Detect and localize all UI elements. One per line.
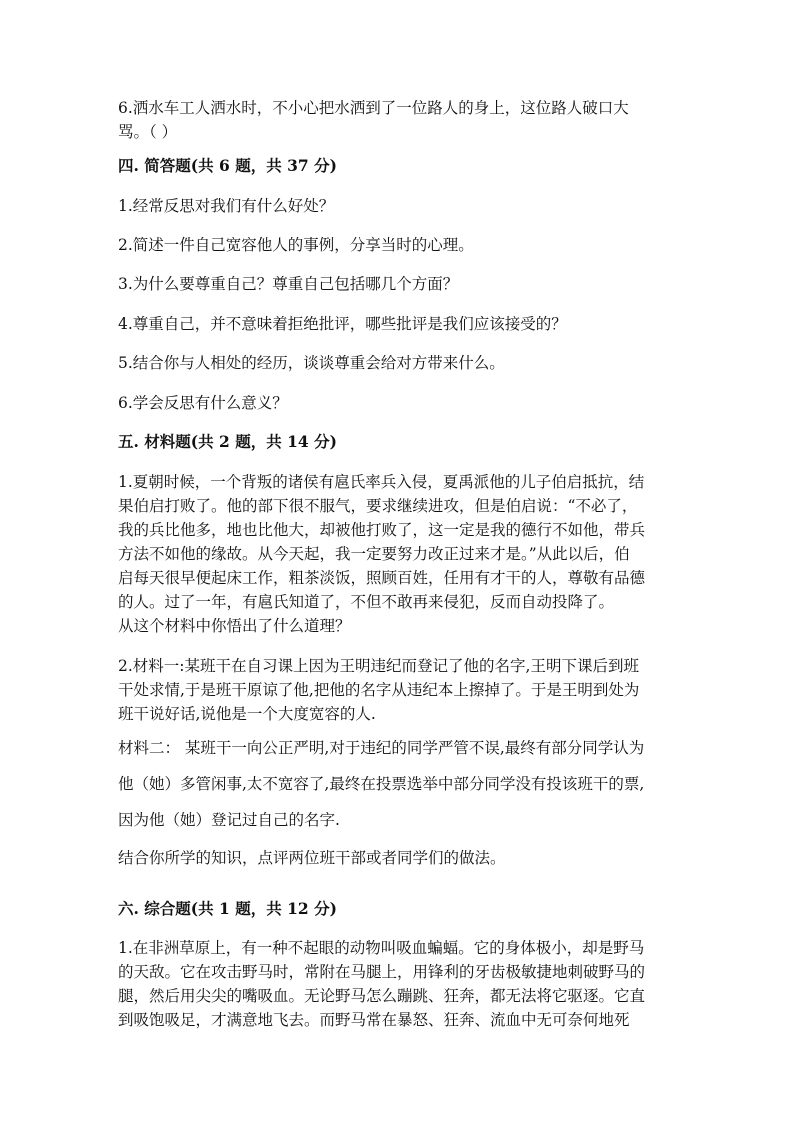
text-line: 腿，然后用尖尖的嘴吸血。无论野马怎么蹦跳、狂奔，都无法将它驱逐。它直 (118, 987, 646, 1005)
section-5-title: 五. 材料题(共 2 题，共 14 分) (118, 432, 337, 451)
short-answer-6: 6.学会反思有什么意义？ (118, 394, 288, 412)
material-question-2-material-2 (118, 730, 678, 838)
short-answer-3: 3.为什么要尊重自己？尊重自己包括哪几个方面？ (118, 275, 459, 293)
material-question-2 (118, 654, 678, 726)
text-line: 2.材料一:某班干在自习课上因为王明违纪而登记了他的名字,王明下课后到班 (118, 657, 639, 675)
text-line: 干处求情,于是班干原谅了他,把他的名字从违纪本上擦掉了。于是王明到处为 (118, 681, 640, 699)
text-line: 骂。（ ） (118, 123, 178, 141)
text-line: 方法不如他的缘故。从今天起，我一定要努力改正过来才是。”从此以后，伯 (118, 545, 630, 563)
text-line: 我的兵比他多，地也比他大，却被他打败了，这一定是我的德行不如他，带兵 (118, 521, 646, 539)
tf-question-6 (118, 96, 678, 144)
text-line: 他（她）多管闲事,太不宽容了,最终在投票选举中部分同学没有投该班干的票, (118, 775, 645, 793)
text-line: 的天敌。它在攻击野马时，常附在马腿上，用锋利的牙齿极敏捷地刺破野马的 (118, 963, 646, 981)
section-4-title: 四. 简答题(共 6 题，共 37 分) (118, 156, 337, 175)
text-line: 1.在非洲草原上，有一种不起眼的动物叫吸血蝙蝠。它的身体极小，却是野马 (118, 939, 645, 957)
material-question-1-prompt: 从这个材料中你悟出了什么道理？ (118, 617, 351, 635)
text-line: 6.洒水车工人洒水时，不小心把水洒到了一位路人的身上，这位路人破口大 (118, 99, 629, 117)
text-line: 因为他（她）登记过自己的名字. (118, 811, 340, 829)
text-line: 1.夏朝时候，一个背叛的诸侯有扈氏率兵入侵，夏禹派他的儿子伯启抵抗，结 (118, 473, 645, 491)
comprehensive-question-1 (118, 936, 678, 1032)
material-question-1 (118, 470, 678, 614)
text-line: 材料二： 某班干一向公正严明,对于违纪的同学严管不误,最终有部分同学认为 (118, 739, 645, 757)
text-line: 的人。过了一年，有扈氏知道了，不但不敢再来侵犯，反而自动投降了。 (118, 593, 615, 611)
text-line: 果伯启打败了。他的部下很不服气，要求继续进攻，但是伯启说：“不必了， (118, 497, 638, 515)
material-question-2-prompt: 结合你所学的知识，点评两位班干部或者同学们的做法。 (118, 849, 506, 867)
short-answer-2: 2.简述一件自己宽容他人的事例，分享当时的心理。 (118, 236, 474, 254)
short-answer-4: 4.尊重自己，并不意味着拒绝批评，哪些批评是我们应该接受的？ (118, 315, 567, 333)
section-6-title: 六. 综合题(共 1 题，共 12 分) (118, 899, 337, 918)
text-line: 到吸饱吸足，才满意地飞去。而野马常在暴怒、狂奔、流血中无可奈何地死 (118, 1011, 630, 1029)
short-answer-5: 5.结合你与人相处的经历，谈谈尊重会给对方带来什么。 (118, 354, 505, 372)
text-line: 班干说好话,说他是一个大度宽容的人. (118, 705, 376, 723)
text-line: 启每天很早便起床工作，粗茶淡饭，照顾百姓，任用有才干的人，尊敬有品德 (118, 569, 646, 587)
short-answer-1: 1.经常反思对我们有什么好处？ (118, 197, 335, 215)
